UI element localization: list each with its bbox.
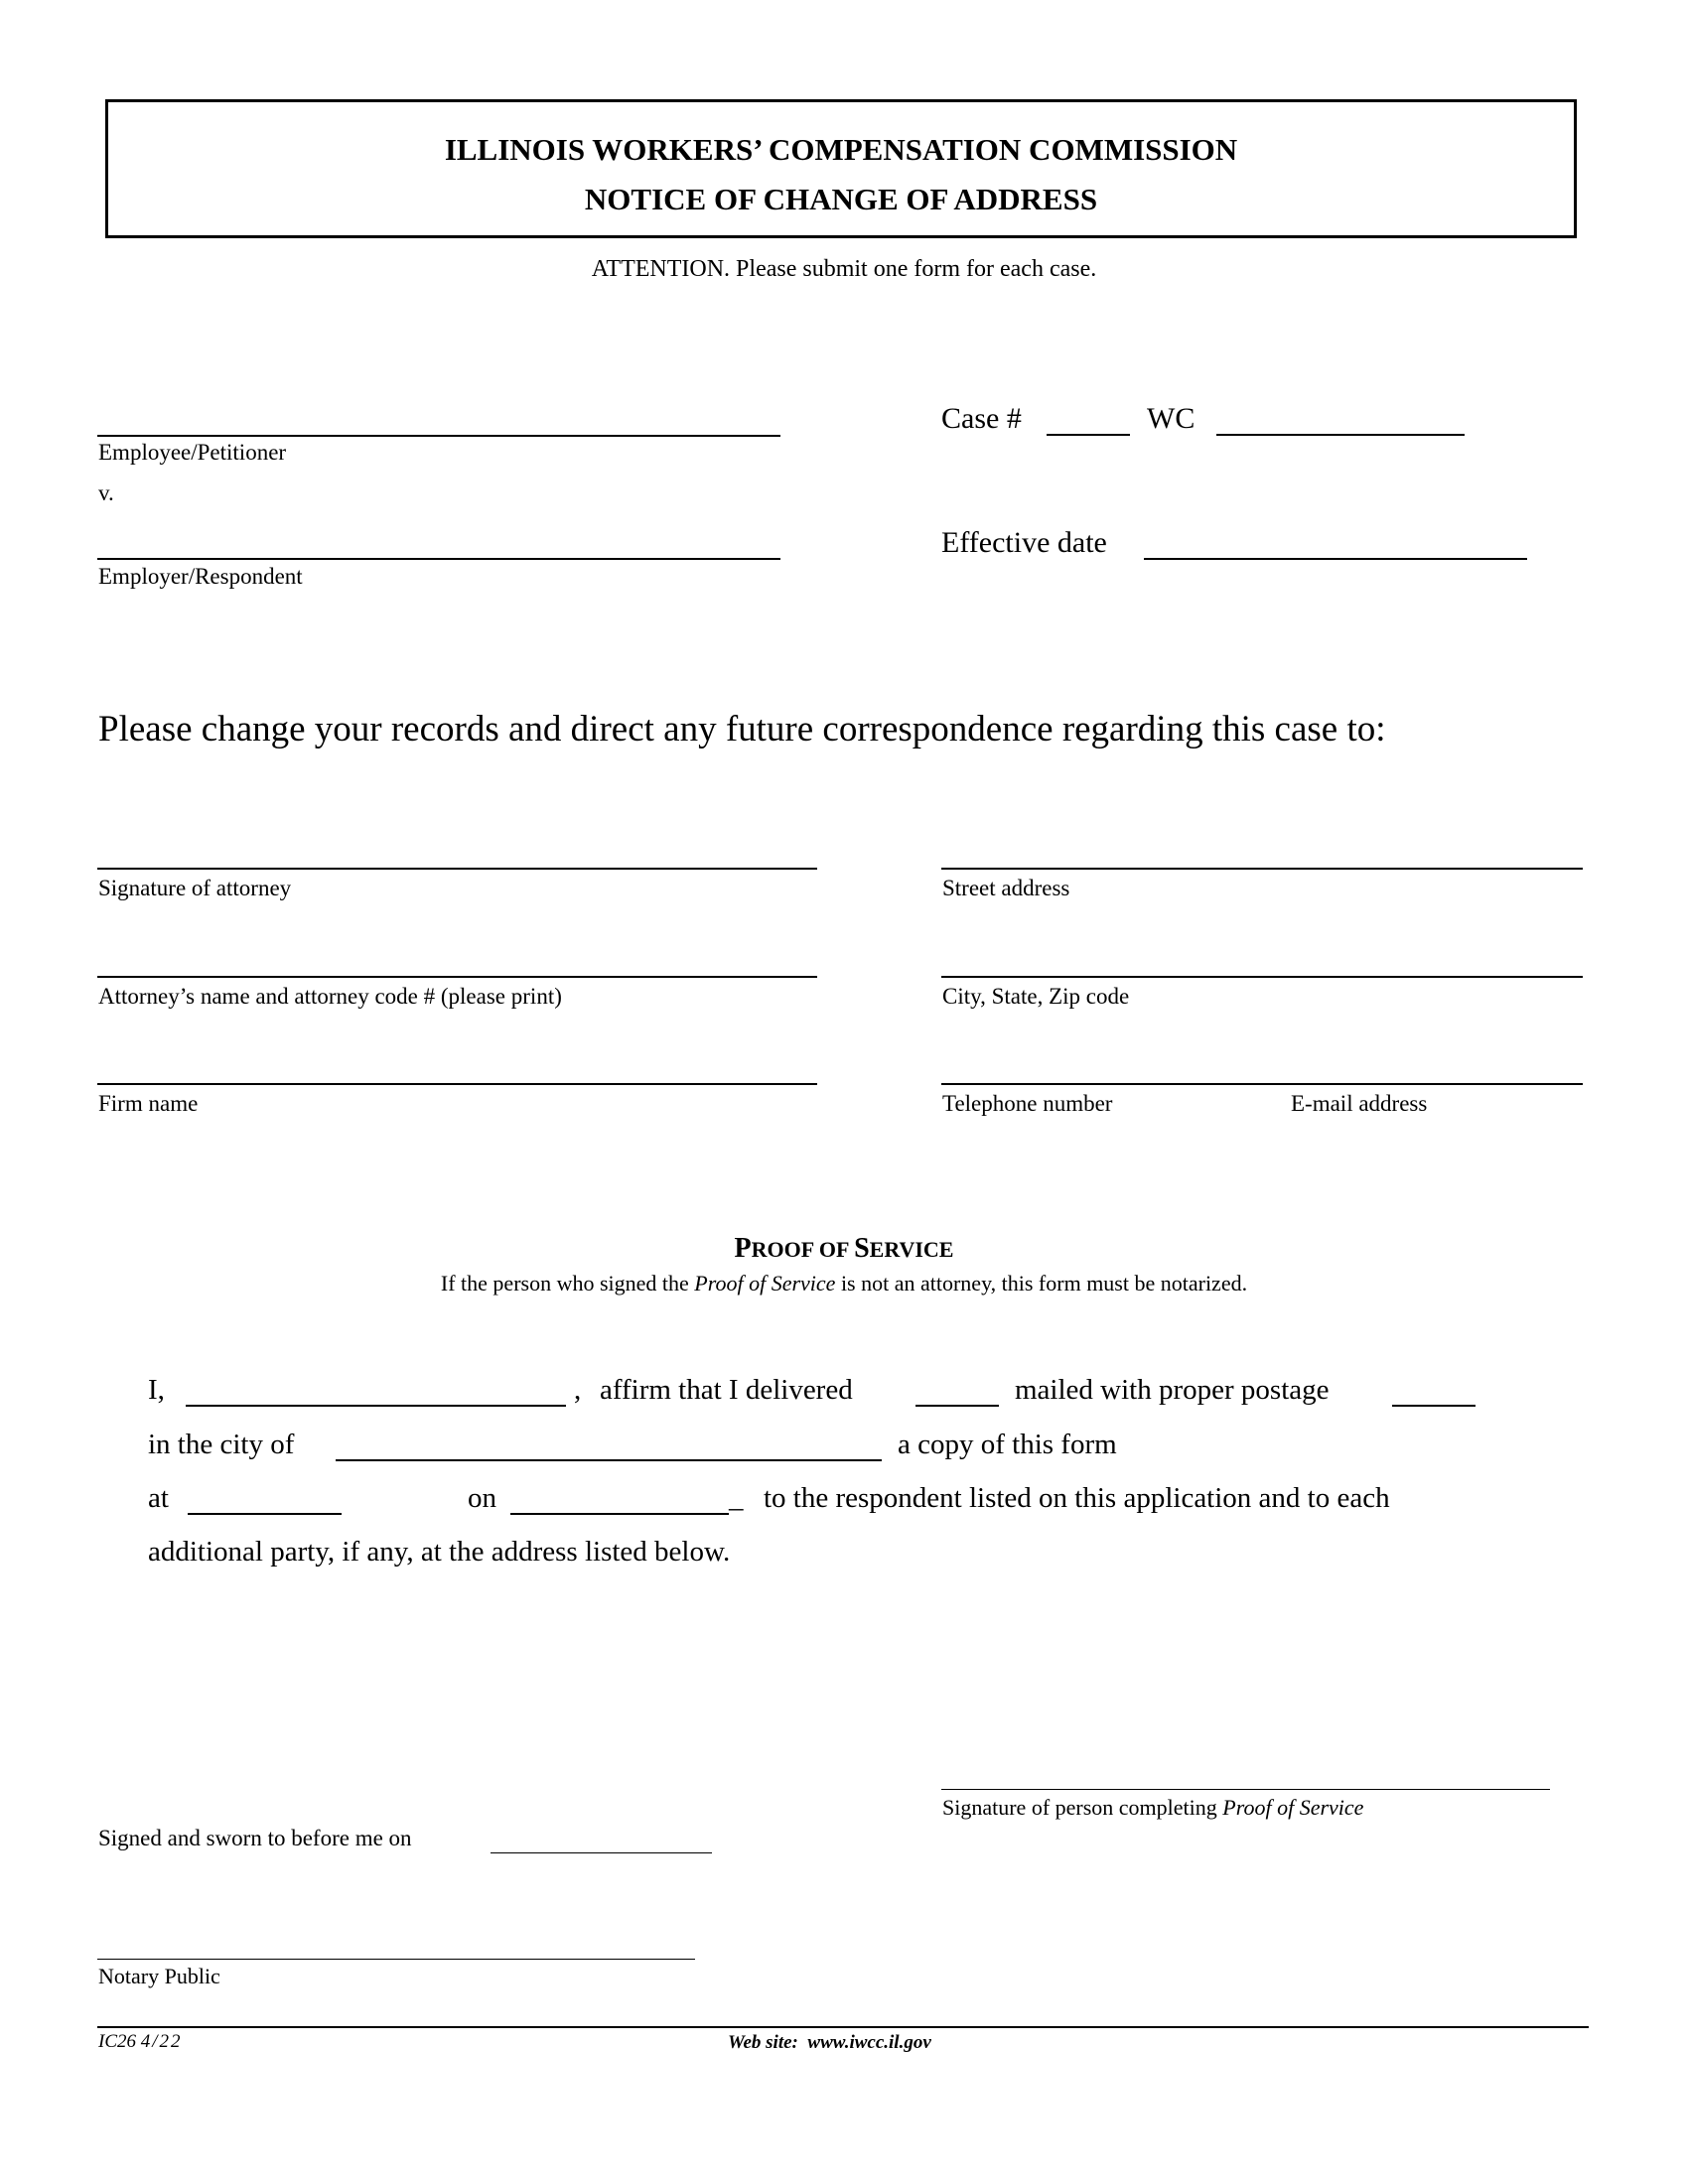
city-prefix: in the city of [148, 1429, 295, 1460]
firm-name-line[interactable] [97, 1083, 817, 1085]
firm-name-label: Firm name [98, 1091, 199, 1116]
case-number-field[interactable] [1047, 434, 1130, 436]
attorney-name-label: Attorney’s name and attorney code # (please print) [98, 984, 562, 1009]
additional-party-text: additional party, if any, at the address listed below. [148, 1536, 731, 1568]
copy-of-form-text: a copy of this form [898, 1429, 1117, 1460]
versus-label: v. [98, 480, 114, 505]
service-date-trailing-underscore: _ [729, 1482, 744, 1514]
city-state-zip-line[interactable] [941, 976, 1583, 978]
form-header [105, 99, 1577, 238]
affirm-delivered-text: affirm that I delivered [600, 1374, 853, 1406]
employer-line[interactable] [97, 558, 780, 560]
form-title: NOTICE OF CHANGE OF ADDRESS [584, 182, 1098, 216]
employee-line[interactable] [97, 435, 780, 437]
notary-signature-line[interactable] [97, 1959, 695, 1960]
attorney-name-line[interactable] [97, 976, 817, 978]
wc-label: WC [1147, 402, 1196, 435]
street-address-line[interactable] [941, 868, 1583, 870]
effective-date-field[interactable] [1144, 558, 1527, 560]
wc-number-field[interactable] [1216, 434, 1465, 436]
case-number-label: Case # [941, 402, 1022, 435]
mailed-text: mailed with proper postage [1015, 1374, 1330, 1406]
attention-note: ATTENTION. Please submit one form for each case. [591, 256, 1097, 282]
instruction-text: Please change your records and direct any future correspondence regarding this case to: [98, 709, 1386, 750]
mailed-checkbox-field[interactable] [1392, 1405, 1476, 1407]
sworn-before-label: Signed and sworn to before me on [98, 1826, 412, 1850]
at-prefix: at [148, 1482, 169, 1514]
form-id: IC26 4/22 [98, 2031, 183, 2052]
affiant-prefix: I, [148, 1374, 165, 1406]
proof-signature-line[interactable] [941, 1789, 1550, 1790]
proof-of-service-note: If the person who signed the Proof of Service is not an attorney, this form must be notarized. [440, 1271, 1248, 1296]
street-address-label: Street address [942, 876, 1070, 900]
service-city-field[interactable] [336, 1459, 882, 1461]
website-info: Web site: www.iwcc.il.gov [728, 2032, 931, 2053]
employer-label: Employer/Respondent [98, 564, 303, 589]
delivered-checkbox-field[interactable] [915, 1405, 999, 1407]
employee-label: Employee/Petitioner [98, 440, 287, 465]
agency-name: ILLINOIS WORKERS’ COMPENSATION COMMISSION [444, 132, 1238, 167]
website-link[interactable]: www.iwcc.il.gov [807, 2032, 931, 2053]
city-state-zip-label: City, State, Zip code [942, 984, 1130, 1009]
service-time-field[interactable] [188, 1513, 342, 1515]
sworn-date-field[interactable] [491, 1852, 712, 1853]
proof-signature-label: Signature of person completing Proof of Service [942, 1795, 1364, 1820]
proof-of-service-heading: PROOF OF SERVICE [734, 1233, 954, 1264]
footer-rule [97, 2026, 1589, 2028]
notary-public-label: Notary Public [98, 1964, 220, 1988]
attorney-signature-line[interactable] [97, 868, 817, 870]
affiant-name-field[interactable] [186, 1405, 566, 1407]
attorney-signature-label: Signature of attorney [98, 876, 292, 900]
phone-email-line[interactable] [941, 1083, 1583, 1085]
effective-date-label: Effective date [941, 526, 1107, 559]
telephone-label: Telephone number [942, 1091, 1113, 1116]
on-prefix: on [468, 1482, 496, 1514]
respondent-text: to the respondent listed on this application and to each [764, 1482, 1390, 1514]
email-label: E-mail address [1291, 1091, 1428, 1116]
affiant-comma: , [574, 1374, 582, 1406]
service-date-field[interactable] [510, 1513, 729, 1515]
